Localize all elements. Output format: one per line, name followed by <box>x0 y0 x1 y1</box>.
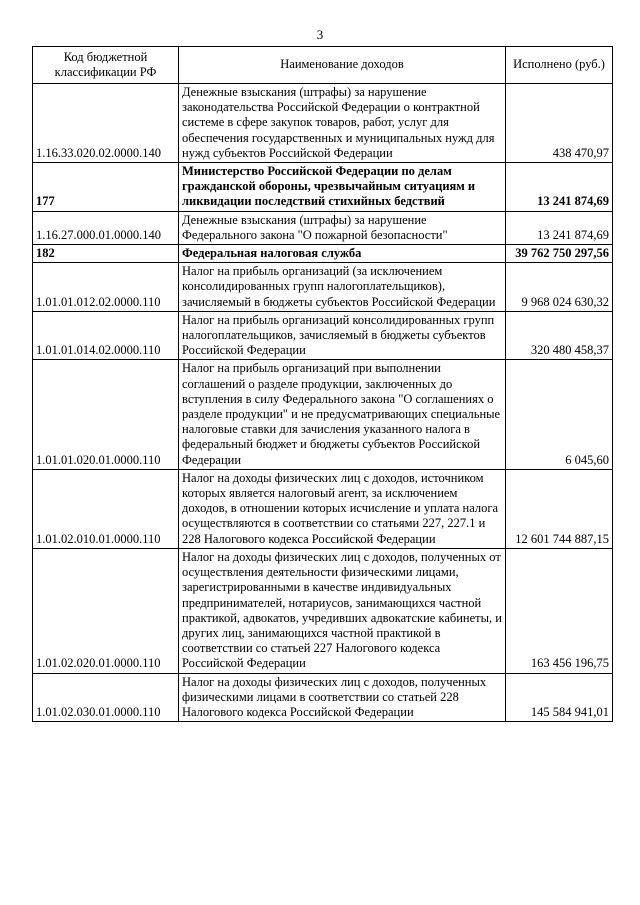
cell-name: Налог на прибыль организаций (за исключением консолидированных групп налогоплательщиков), зачисляемый в бюджеты субъектов Российской Федерации <box>179 263 506 312</box>
cell-amount: 12 601 744 887,15 <box>506 469 613 548</box>
cell-name: Налог на прибыль организаций при выполнении соглашений о разделе продукции, заключенных до вступления в силу Федерального закона "О соглашениях о разделе продукции" и не предусматривающих специальные налоговые ставки для зачисления указанного налога в федеральный бюджет и бюджеты субъектов Российской Федерации <box>179 360 506 469</box>
cell-name: Налог на доходы физических лиц с доходов, полученных от осуществления деятельности физическими лицами, зарегистрированными в качестве индивидуальных предпринимателей, нотариусов, занимающихся частной практикой, адвокатов, учредивших адвокатские кабинеты, и других лиц, занимающихся частной практикой в соответствии со статьей 227 Налогового кодекса Российской Федерации <box>179 548 506 673</box>
cell-code: 1.01.01.020.01.0000.110 <box>33 360 179 469</box>
cell-name: Налог на доходы физических лиц с доходов, полученных физическими лицами в соответствии со статьей 228 Налогового кодекса Российской Федерации <box>179 673 506 722</box>
table-row <box>33 360 613 469</box>
table-row <box>33 211 613 244</box>
table-row <box>33 311 613 360</box>
cell-amount: 438 470,97 <box>506 84 613 163</box>
revenue-table <box>32 46 613 722</box>
table-row <box>33 673 613 722</box>
cell-code: 1.16.27.000.01.0000.140 <box>33 211 179 244</box>
cell-name: Денежные взыскания (штрафы) за нарушение Федерального закона "О пожарной безопасности" <box>179 211 506 244</box>
header-row <box>33 47 613 84</box>
cell-code: 182 <box>33 245 179 263</box>
cell-code: 1.01.02.030.01.0000.110 <box>33 673 179 722</box>
cell-amount: 163 456 196,75 <box>506 548 613 673</box>
cell-code: 1.01.02.020.01.0000.110 <box>33 548 179 673</box>
table-row <box>33 263 613 312</box>
cell-name: Федеральная налоговая служба <box>179 245 506 263</box>
cell-code: 1.01.02.010.01.0000.110 <box>33 469 179 548</box>
table-row <box>33 163 613 212</box>
table-row <box>33 548 613 673</box>
cell-code: 1.16.33.020.02.0000.140 <box>33 84 179 163</box>
table-header <box>33 47 613 84</box>
cell-amount: 145 584 941,01 <box>506 673 613 722</box>
cell-code: 1.01.01.012.02.0000.110 <box>33 263 179 312</box>
cell-code: 1.01.01.014.02.0000.110 <box>33 311 179 360</box>
cell-name: Министерство Российской Федерации по делам гражданской обороны, чрезвычайным ситуациям и ликвидации последствий стихийных бедствий <box>179 163 506 212</box>
table-body <box>33 84 613 722</box>
page-number: 3 <box>316 27 324 42</box>
table-row <box>33 245 613 263</box>
cell-name: Денежные взыскания (штрафы) за нарушение законодательства Российской Федерации о контрактной системе в сфере закупок товаров, работ, услуг для обеспечения государственных и муниципальных нужд для нужд субъектов Российской Федерации <box>179 84 506 163</box>
cell-amount: 13 241 874,69 <box>506 163 613 212</box>
table-row <box>33 469 613 548</box>
header-amount: Исполнено (руб.) <box>506 47 613 84</box>
cell-amount: 6 045,60 <box>506 360 613 469</box>
header-code: Код бюджетной классификации РФ <box>33 47 179 84</box>
cell-name: Налог на доходы физических лиц с доходов, источником которых является налоговый агент, за исключением доходов, в отношении которых исчисление и уплата налога осуществляются в соответствии со статьями 227, 227.1 и 228 Налогового кодекса Российской Федерации <box>179 469 506 548</box>
cell-amount: 320 480 458,37 <box>506 311 613 360</box>
cell-amount: 9 968 024 630,32 <box>506 263 613 312</box>
cell-amount: 39 762 750 297,56 <box>506 245 613 263</box>
cell-amount: 13 241 874,69 <box>506 211 613 244</box>
cell-name: Налог на прибыль организаций консолидированных групп налогоплательщиков, зачисляемый в бюджеты субъектов Российской Федерации <box>179 311 506 360</box>
header-name: Наименование доходов <box>179 47 506 84</box>
table-row <box>33 84 613 163</box>
cell-code: 177 <box>33 163 179 212</box>
